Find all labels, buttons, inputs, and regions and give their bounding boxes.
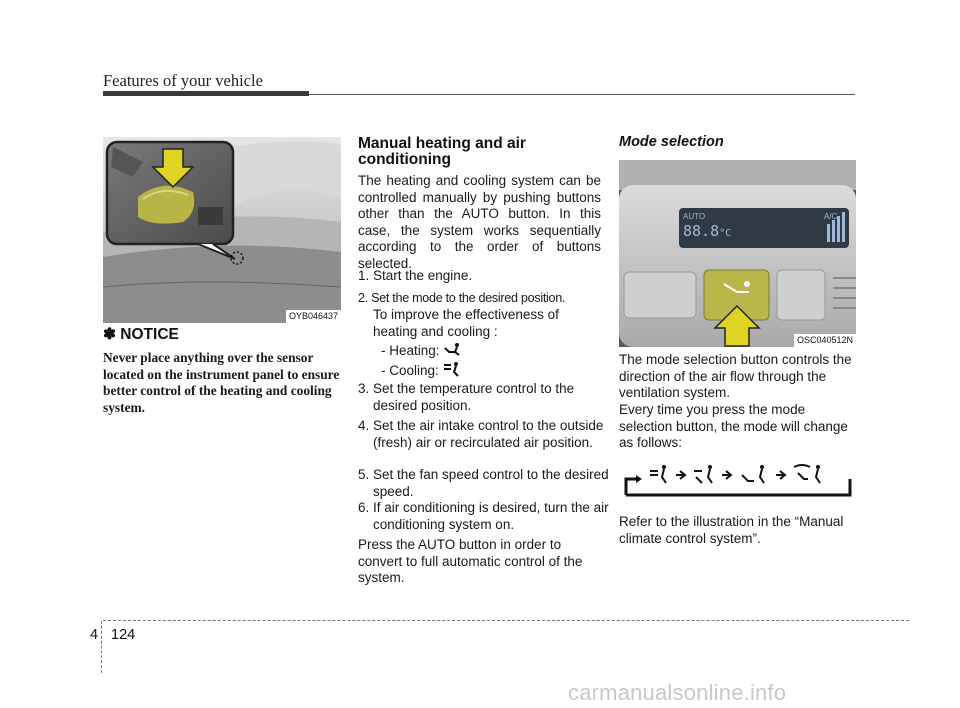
floor-defrost-mode-icon	[794, 465, 820, 483]
running-header: Features of your vehicle	[103, 71, 263, 90]
floor-airflow-icon	[443, 342, 461, 361]
manual-intro: The heating and cooling system can be controlled manually by pushing buttons other than the AUTO button. In this case, the system works sequentially according to the order of buttons selected.	[358, 173, 601, 271]
display-auto: AUTO	[683, 212, 706, 221]
figure-code: OYB046437	[286, 310, 341, 323]
mode-p3: Refer to the illustration in the “Manual climate control system”.	[619, 514, 844, 546]
step-2-note: To improve the effectiveness of heating and cooling :	[373, 307, 559, 339]
face-mode-icon	[650, 465, 666, 483]
display-temp-value: 88.8	[683, 222, 720, 240]
page-number: 124	[111, 627, 136, 643]
step-3: 3. Set the temperature control to the desired position.	[358, 381, 575, 413]
mode-sequence-diagram	[622, 461, 854, 497]
mode-sequence-graphic	[622, 461, 854, 497]
bilevel-mode-icon	[694, 465, 712, 483]
mode-p2: Every time you press the mode selection button, the mode will change as follows:	[619, 402, 848, 450]
cooling-label: - Cooling:	[381, 362, 439, 378]
climate-panel-illustration	[619, 160, 856, 347]
section-heading-manual: Manual heating and air conditioning	[358, 135, 526, 168]
mode-p1: The mode selection button controls the direction of the air flow through the ventilation system.	[619, 352, 852, 400]
sensor-figure	[103, 137, 341, 323]
mode-panel-figure	[619, 160, 856, 347]
floor-mode-icon	[742, 465, 764, 483]
manual-outro: Press the AUTO button in order to convert to full automatic control of the system.	[358, 537, 583, 585]
cooling-row	[381, 361, 581, 382]
heating-label: - Heating:	[381, 342, 440, 358]
sensor-illustration	[103, 137, 341, 323]
display-temp-unit: °C	[719, 228, 732, 239]
step-4: 4. Set the air intake control to the outside (fresh) air or recirculated air position.	[358, 418, 604, 450]
step-1: 1. Start the engine.	[358, 268, 473, 283]
heating-row	[381, 342, 581, 361]
notice-title: ✽ NOTICE	[103, 326, 179, 343]
header-rule-thin	[309, 94, 855, 95]
display-temp	[683, 222, 731, 240]
figure-code: OSC040512N	[794, 334, 856, 347]
notice-body: Never place anything over the sensor located on the instrument panel to ensure better control of the heating and cooling system.	[103, 350, 340, 415]
display-ac: A/C	[824, 212, 838, 221]
watermark: carmanualsonline.info	[568, 680, 787, 705]
step-2: 2. Set the mode to the desired position.	[358, 291, 566, 305]
footer-rule	[103, 620, 909, 621]
step-5: 5. Set the fan speed control to the desired speed.	[358, 467, 609, 499]
section-heading-mode: Mode selection	[619, 134, 724, 150]
footer-vertical-rule	[101, 621, 102, 673]
face-airflow-icon	[443, 361, 461, 382]
step-6: 6. If air conditioning is desired, turn the air conditioning system on.	[358, 500, 609, 532]
chapter-number: 4	[90, 627, 99, 643]
header-rule-thick	[103, 91, 309, 96]
